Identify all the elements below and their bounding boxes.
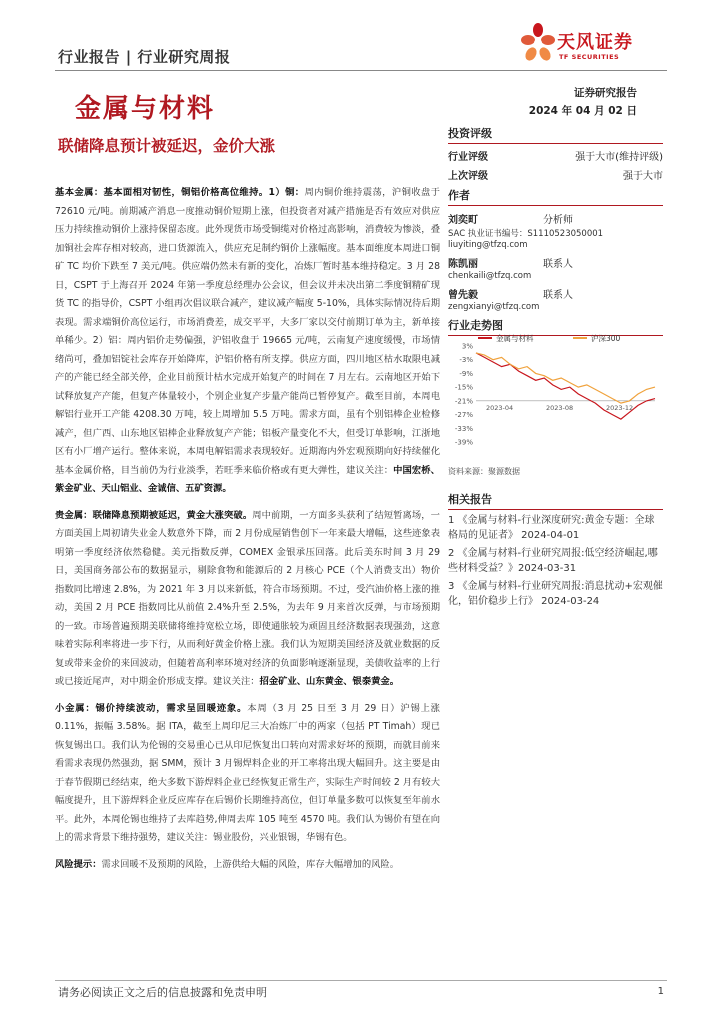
paragraph-minor-metals: 小金属：锡价持续波动，需求呈回暖迹象。本周（3 月 25 日至 3 月 29 日）沪锡上涨 0.11%，振幅 3.58%。据 ITA，截至上周印尼三大冶炼厂中的两家（包括 PT Timah）现已恢复锡出口。我们认为伦锡的交易重心已从印尼恢复出口转向对需求好坏的预期，而就目前来看需求表现仍然强劲，据 SMM，预计 3 月锡焊料企业的开工率将出现大幅回升。这主要是由于春节假期已经结束，绝大多数下游焊料企业已经恢复正常生产，实际生产时间较 2 月有较大幅度提升，且下游焊料企业反应库存在后锡价长期维持高位，但订单量多数可以恢复至年前水平。此外，本周伦锡也维持了去库趋势,伸周去库 105 吨至 4570 吨。我们认为锡价有望在向上的需求背景下维持强势，建议关注：锡业股份，兴业银锡，华锡有色。 <box>55 702 440 843</box>
logo-english-text: TF SECURITIES <box>559 53 620 61</box>
trend-section-title: 行业走势图 <box>448 317 663 336</box>
paragraph-precious-metals: 贵金属：联储降息预期被延迟，黄金大涨突破。周中前期，一方面多头获利了结短暂离场，一方面美国上周初请失业金人数意外下降，而 2 月份成屋销售创下一年来最大增幅，这些迹象表明第一季度经济依然稳健。美元指数反弹，COMEX 金银承压回落。此后美东时间 3 月 29 日，美国商务部公布的数据显示，剔除食物和能源后的 2 月核心 PCE（个人消费支出）物价指数同比增速 2.8%，为 2021 年 3 月以来新低，符合市场预期。不过，受汽油价格上涨的推动，美国 2 月 PCE 指数同比从前值 2.4%升至 2.5%，为去年 9 月来首次反弹，与市场预期的一致。市场普遍预期美联储将维持宽松立场，即使通胀较为顽固且经济数据表现强劲，这意味着实际利率将进一步下行，从而利好黄金价格上涨。我们认为短期美国经济及就业数据的反复或带来金价的来回波动，但随着高利率环境对经济的负面影响逐渐显现，美债收益率的上行或已接近尾声，对中期金价形成支撑。建议关注：招金矿业、山东黄金、银泰黄金。 <box>55 509 440 687</box>
logo-chinese-text: 天风证券 <box>557 32 633 53</box>
series-line <box>476 353 655 403</box>
trend-chart <box>448 330 663 450</box>
company-logo <box>520 22 670 68</box>
report-kind: 证券研究报告 <box>574 87 637 99</box>
y-tick-label: -27% <box>454 411 473 420</box>
legend-label: 金属与材料 <box>496 334 534 343</box>
report-type-label: 行业报告 | 行业研究周报 <box>58 48 231 66</box>
page-number: 1 <box>657 986 664 997</box>
x-tick-label: 2023-08 <box>546 403 574 412</box>
y-tick-label: -39% <box>454 438 473 447</box>
trend-chart-svg <box>448 330 663 450</box>
report-date: 2024 年 04 月 02 日 <box>528 105 637 117</box>
header-divider <box>55 70 667 71</box>
x-tick-label: 2023-04 <box>486 403 514 412</box>
author-email[interactable]: liuyiting@tfzq.com <box>448 240 528 250</box>
author-section <box>448 187 663 312</box>
legend-label: 沪深300 <box>591 334 621 343</box>
petal-icon <box>520 22 556 66</box>
rating-section <box>448 125 663 182</box>
author-email[interactable]: zengxianyi@tfzq.com <box>448 302 540 312</box>
body-text <box>55 184 440 874</box>
report-headline: 联储降息预计被延迟，金价大涨 <box>58 137 276 155</box>
author-section-title: 作者 <box>448 187 663 206</box>
author-name: 曾先毅 联系人 <box>448 290 573 301</box>
related-section <box>448 491 663 609</box>
chart-source: 资料来源：聚源数据 <box>448 467 520 476</box>
industry-title: 金属与材料 <box>75 94 216 124</box>
y-tick-label: -15% <box>454 383 473 392</box>
paragraph-risk: 风险提示：需求回暖不及预期的风险，上游供给大幅的风险，库存大幅增加的风险。 <box>55 858 400 870</box>
rating-row: 行业评级 强于大市(维持评级) <box>448 152 663 163</box>
related-report-link[interactable]: 2 《金属与材料-行业研究周报:低空经济崛起,哪些材料受益？》2024-03-31 <box>448 548 658 574</box>
x-tick-label: 2023-12 <box>606 403 634 412</box>
paragraph-base-metals: 基本金属：基本面相对韧性，铜铝价格高位维持。1）铜：周内铜价维持震荡，沪铜收盘于 72610 元/吨。前期减产消息一度推动铜价短期上涨，但投资者对减产措施是否有效应对供应压力持续推动铜价上涨持保留态度。此外现货市场受铜缆对价格过高影响，消费较为惨淡，叠加铜社会库存相对较高，进口货源流入，供应充足制约铜价上涨幅度。基本面维度本周进口铜矿 TC 均价下跌至 7 美元/吨。供应端仍然未有新的变化，冶炼厂暂时基本维持稳定。3 月 28 日，CSPT 于上海召开 2024 年第一季度总经理办公会议，但会议并未决出第二季度铜精矿现货 TC 的指导价，CSPT 小组再次倡议联合减产，建议减产幅度 5-10%，具体实际情况待后期表现。需求端铜价高位运行，市场消费差，成交平平，大多厂家以交付前期订单为主，新单接单稀少。2）铝：周内铝价走势偏强，沪铝收盘于 19665 元/吨，云南复产速度缓慢，市场情绪尚可，叠加铝锭社会库存开始降库，沪铝价格有所支撑。供应方面，四川地区枯水取限电减产的产能已经全部关停，企业目前预计枯水完成开始复产的时间在 7 月左右。云南地区开始下试释放复产产能，但复产体量较小，个别企业复产步量产能尚已暂停复产。截至目前，本周电解铝行业开工产能 4208.30 万吨，较上周增加 5.5 万吨。需求方面，虽有个别铝棒企业检修减产，但广西、山东地区铝棒企业释放复产产能；铝板产量变化不大，但受订单影响，江浙地区有小厂增产运行。整体来说，本周电解铝需求表现较好。近期海内外宏观预期向好持续催化基本金属价格，目当前仍为行业淡季，若旺季来临价格或有更大弹性，建议关注：中国宏桥、紫金矿业、天山铝业、金诚信、五矿资源。 <box>55 187 440 494</box>
author-name: 陈凯丽 联系人 <box>448 259 573 270</box>
rating-section-title: 投资评级 <box>448 125 663 144</box>
y-tick-label: -21% <box>454 397 473 406</box>
y-tick-label: -9% <box>459 369 473 378</box>
author-cert: SAC 执业证书编号：S1110523050001 <box>448 229 604 239</box>
y-tick-label: 3% <box>461 342 473 351</box>
author-name: 刘奕町 分析师 <box>448 215 573 226</box>
y-tick-label: -3% <box>459 356 473 365</box>
related-section-title: 相关报告 <box>448 491 663 510</box>
y-tick-label: -33% <box>454 424 473 433</box>
related-report-link[interactable]: 1 《金属与材料-行业深度研究:黄金专题：全球格局的见证者》 2024-04-01 <box>448 515 655 541</box>
rating-row: 上次评级 强于大市 <box>448 171 663 182</box>
author-email[interactable]: chenkaili@tfzq.com <box>448 271 532 281</box>
footer-divider <box>55 980 667 981</box>
related-report-link[interactable]: 3 《金属与材料-行业研究周报:消息扰动+宏观催化，铝价稳步上行》 2024-03-24 <box>448 581 663 607</box>
footer-disclaimer: 请务必阅读正文之后的信息披露和免责申明 <box>58 986 267 999</box>
